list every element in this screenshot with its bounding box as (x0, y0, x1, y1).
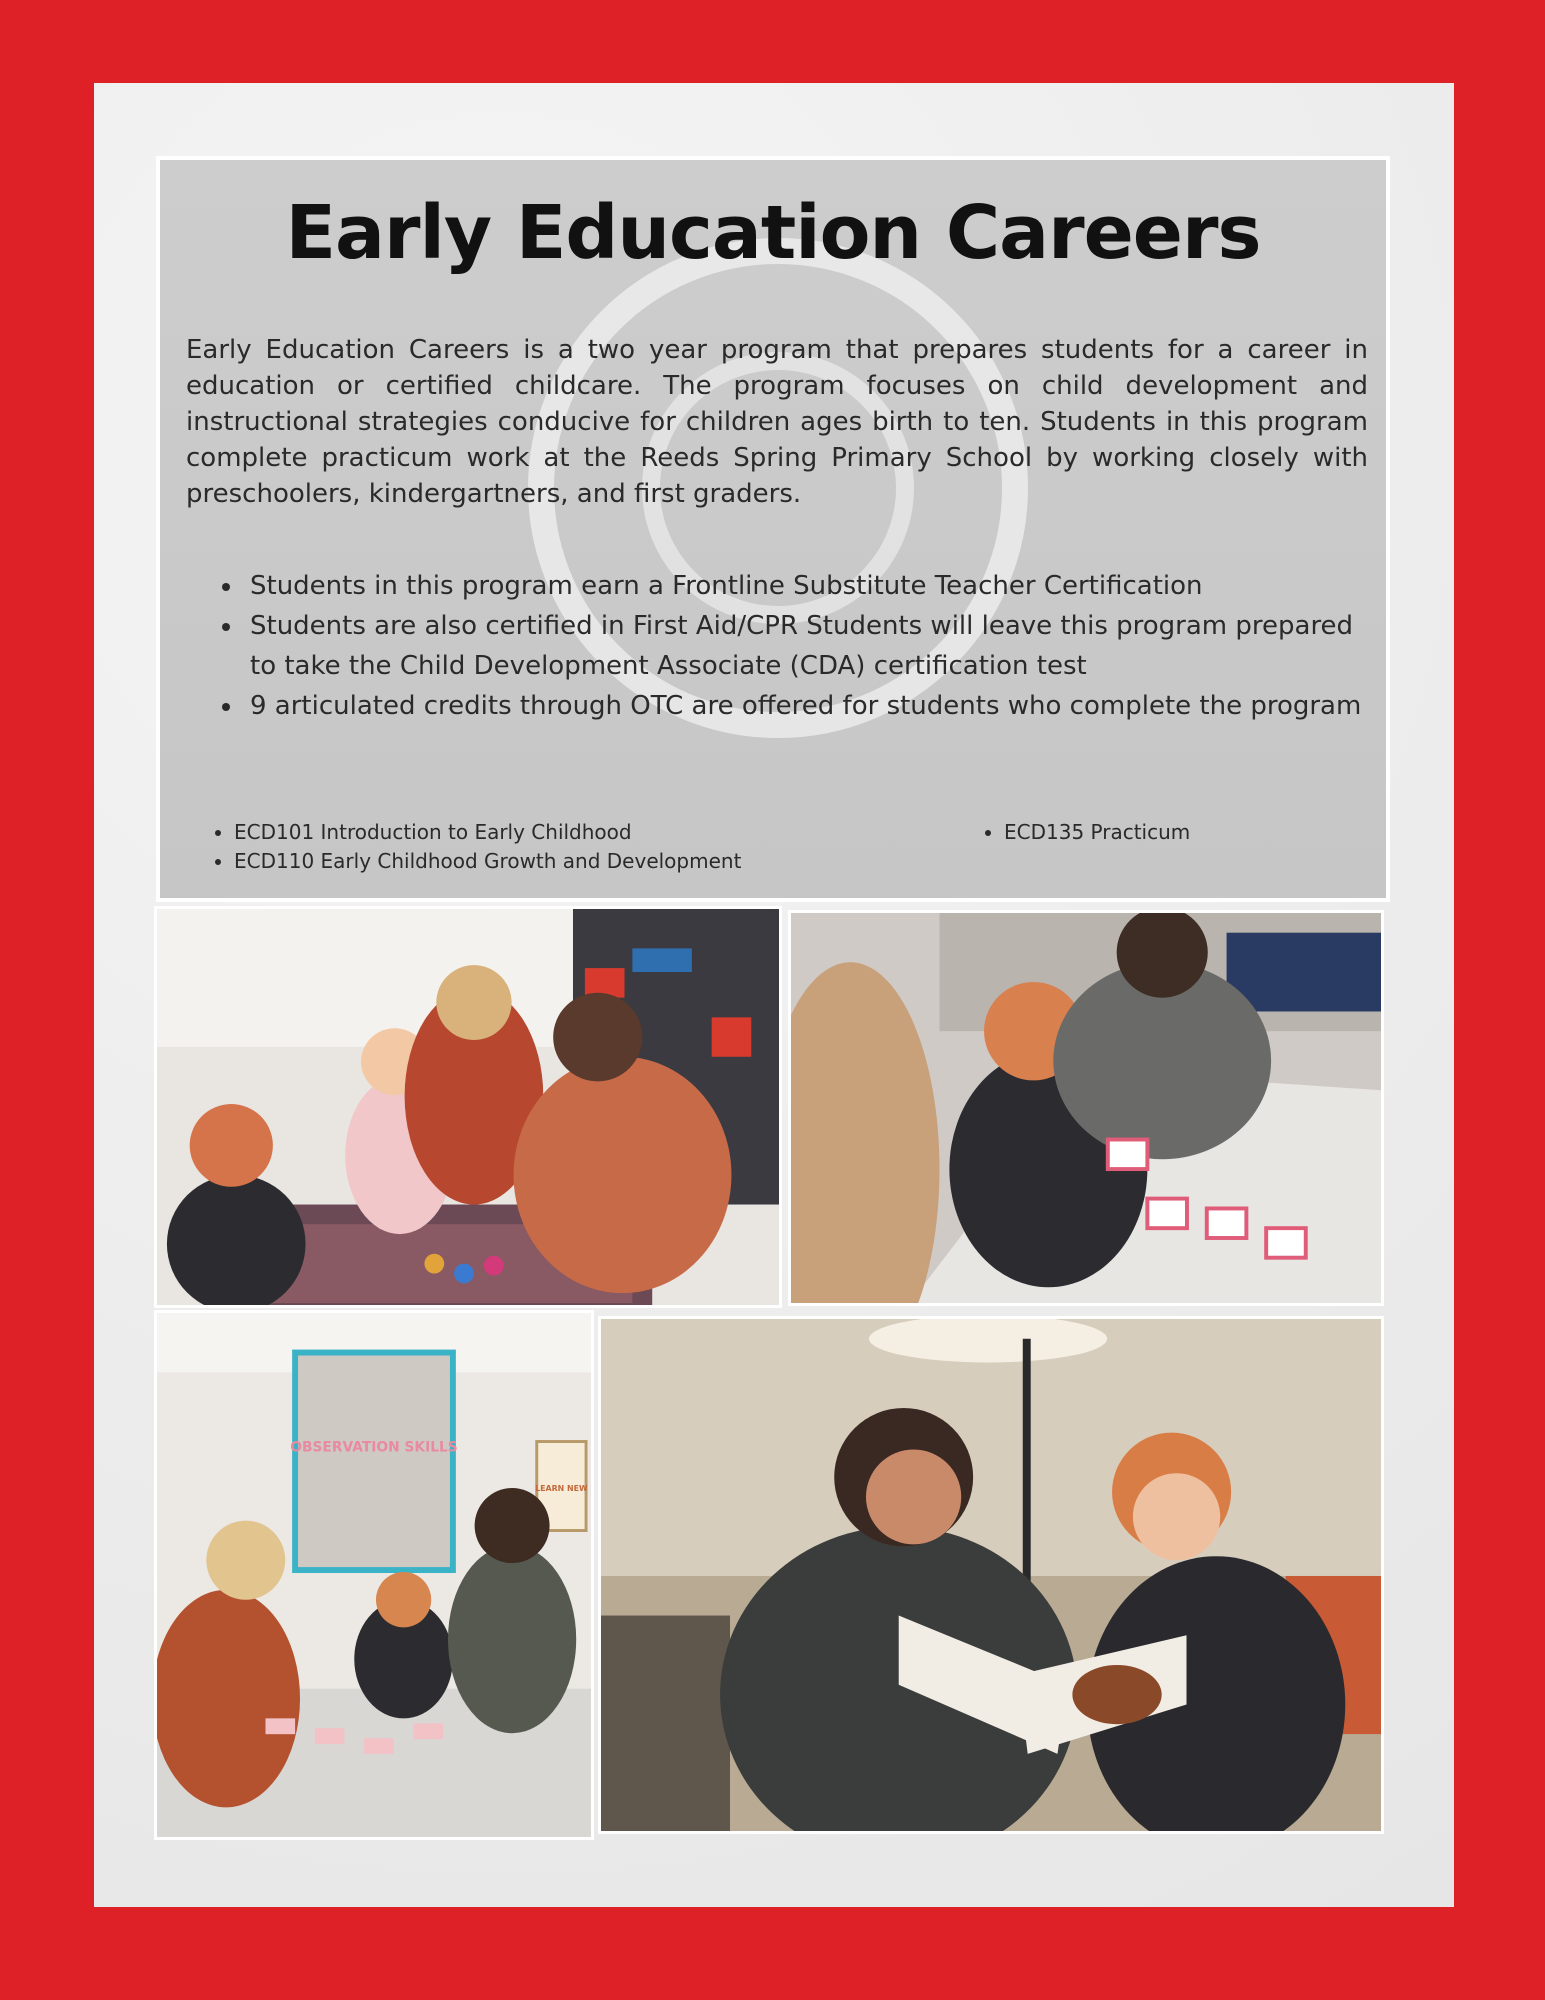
course-item: • ECD110 Early Childhood Growth and Development (234, 847, 934, 876)
observation-skills-photo (154, 1310, 594, 1840)
learn-poster-text: LEARN NEW (535, 1483, 588, 1493)
program-description: Early Education Careers is a two year program that prepares students for a career in education or certified childcare. The program focuses on child development and instructional strategies conducive for children ages birth to ten. Students in this program complete practicum work at the Reeds Spring Primary School by working closely with preschoolers, kindergartners, and first graders. (186, 335, 1368, 509)
feature-item: • 9 articulated credits through OTC are offered for students who complete the program (244, 686, 1374, 726)
page-title: Early Education Careers (285, 190, 1261, 276)
feature-list (216, 566, 1374, 726)
card-matching-photo (788, 910, 1384, 1306)
course-item: • ECD101 Introduction to Early Childhood (234, 818, 934, 847)
reading-book-photo (598, 1316, 1384, 1834)
content-panel (156, 156, 1390, 902)
observation-skills-board-text: OBSERVATION SKILLS (290, 1439, 458, 1456)
course-list-right (976, 818, 1364, 847)
feature-item: • Students are also certified in First Aid/CPR Students will leave this program prepared to take the Child Development Associate (CDA) certification test (244, 606, 1374, 686)
course-list-left (206, 818, 934, 876)
feature-item: • Students in this program earn a Frontline Substitute Teacher Certification (244, 566, 1374, 606)
classroom-floor-photo (154, 906, 782, 1308)
course-item: • ECD135 Practicum (1004, 818, 1364, 847)
